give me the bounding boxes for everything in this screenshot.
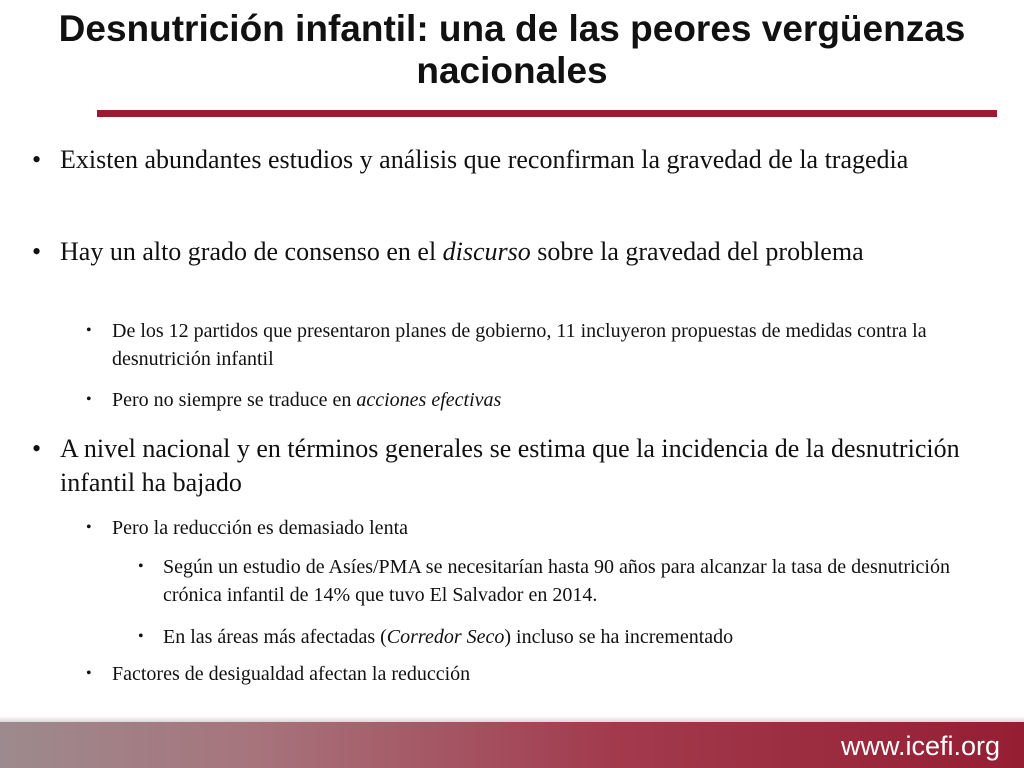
subbullet-slow-reduction	[86, 514, 992, 542]
subbullet-inequality	[86, 660, 992, 688]
bullet-text: A nivel nacional y en términos generales se estima que la incidencia de la desnutrición infantil ha bajado	[60, 434, 960, 497]
subsubbullet-text-end: ) incluso se ha incrementado	[504, 626, 734, 648]
subbullet-actions	[86, 386, 992, 414]
bullet-text-end: sobre la gravedad del problema	[530, 237, 864, 266]
subbullet-text-start: Pero no siempre se traduce en	[112, 389, 357, 411]
bullet-national-incidence	[32, 432, 1000, 500]
bullet-text-start: Hay un alto grado de consenso en el	[60, 237, 443, 266]
bullet-text: Existen abundantes estudios y análisis que reconfirman la gravedad de la tragedia	[60, 145, 909, 174]
slide-title: Desnutrición infantil: una de las peores vergüenzas nacionales	[58, 8, 966, 91]
bullet-dot-icon: •	[86, 665, 92, 682]
bullet-dot-icon: •	[32, 237, 42, 266]
bullet-studies	[32, 143, 1000, 177]
bullet-text-emphasis: discurso	[442, 237, 531, 266]
bullet-dot-icon: •	[32, 145, 42, 174]
bullet-consensus	[32, 235, 1000, 269]
subsubbullet-text-emphasis: Corredor Seco	[386, 626, 505, 648]
subbullet-parties	[86, 317, 992, 373]
bullet-dot-icon: •	[86, 391, 92, 408]
subbullet-text: De los 12 partidos que presentaron planes de gobierno, 11 incluyeron propuestas de medidas contra la desnutrición infantil	[112, 320, 927, 370]
bullet-dot-icon: •	[32, 434, 42, 463]
subsubbullet-asies-study	[138, 553, 983, 609]
footer-website-url: www.icefi.org	[840, 731, 1000, 761]
subsubbullet-corredor-seco	[138, 623, 983, 651]
subsubbullet-text-start: En las áreas más afectadas (	[163, 626, 387, 648]
bullet-dot-icon: •	[86, 322, 92, 339]
subsubbullet-text: Según un estudio de Asíes/PMA se necesitarían hasta 90 años para alcanzar la tasa de desnutrición crónica infantil de 14% que tuvo El Salvador en 2014.	[163, 556, 950, 606]
bullet-dot-icon: •	[138, 558, 144, 575]
subbullet-text: Factores de desigualdad afectan la reducción	[112, 663, 471, 685]
subbullet-text-emphasis: acciones efectivas	[356, 389, 502, 411]
subbullet-text: Pero la reducción es demasiado lenta	[112, 517, 408, 539]
bullet-dot-icon: •	[138, 628, 144, 645]
bullet-dot-icon: •	[86, 519, 92, 536]
